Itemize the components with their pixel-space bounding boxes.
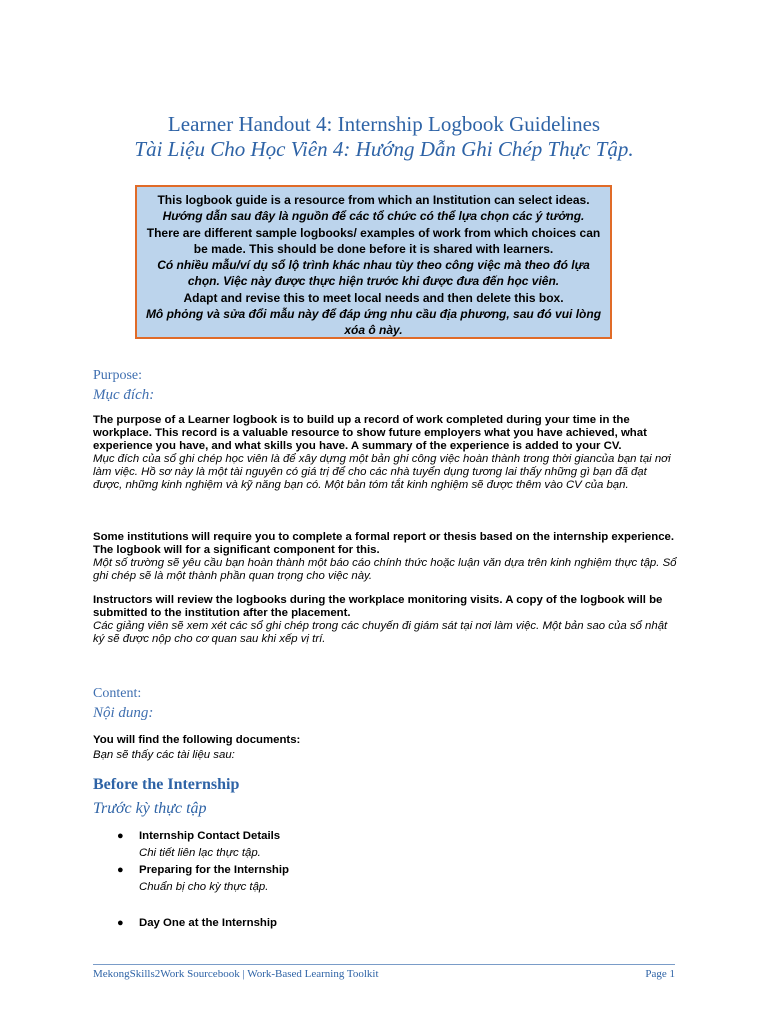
purpose-paragraph-1 bbox=[93, 414, 677, 491]
paragraph-text: Some institutions will require you to complete a formal report or thesis based on the internship experience. The logbook will for a significant component for this. bbox=[93, 531, 675, 556]
paragraph-text-vietnamese: Một số trường sẽ yêu cầu bạn hoàn thành một báo cáo chính thức hoặc luận văn dựa trên kinh nghiệm thực tập. Sổ ghi chép sẽ là một thành phần quan trọng cho việc này. bbox=[93, 556, 677, 582]
bullet-icon: ● bbox=[117, 830, 124, 842]
paragraph-text: The purpose of a Learner logbook is to build up a record of work completed during your time in the workplace. This record is a valuable resource to show future employers what you have achieved, what experience you have, and what skills you have. A summary of the experience is added to your CV. bbox=[93, 414, 647, 452]
instruction-notice-box bbox=[135, 185, 612, 339]
page-title-vietnamese: Tài Liệu Cho Học Viên 4: Hướng Dẫn Ghi Chép Thực Tập. bbox=[134, 137, 634, 161]
purpose-paragraph-2 bbox=[93, 531, 677, 583]
purpose-paragraph-3 bbox=[93, 594, 677, 646]
content-heading-vietnamese: Nội dung: bbox=[93, 705, 154, 721]
paragraph-text: You will find the following documents: bbox=[93, 734, 301, 746]
list-item-label-vietnamese: Chi tiết liên lạc thực tập. bbox=[139, 847, 261, 859]
notice-line: Adapt and revise this to meet local needs and then delete this box. bbox=[183, 290, 564, 305]
list-item-label-vietnamese: Chuẩn bị cho kỳ thực tập. bbox=[139, 881, 269, 893]
list-item-label: Day One at the Internship bbox=[139, 917, 277, 929]
bullet-icon: ● bbox=[117, 864, 124, 876]
paragraph-text-vietnamese: Mục đích của sổ ghi chép học viên là để xây dựng một bản ghi công việc hoàn thành trong thời giancủa bạn tại nơi làm việc. Hồ sơ này là một tài nguyên có giá trị để cho các nhà tuyển dụng tương lai thấy những gì bạn đã đạt được, những kinh nghiệm và kỹ năng bạn có. Một bản tóm tắt kinh nghiệm sẽ được thêm vào CV của bạn. bbox=[93, 452, 671, 491]
list-item-label: Internship Contact Details bbox=[139, 830, 281, 842]
paragraph-text-vietnamese: Các giảng viên sẽ xem xét các sổ ghi chép trong các chuyến đi giám sát tại nơi làm việc. Một bản sao của sổ nhật ký sẽ được nộp cho cơ quan sau khi xếp vị trí. bbox=[93, 619, 668, 645]
notice-line: Hướng dẫn sau đây là nguồn để các tổ chức có thể lựa chọn các ý tưởng. bbox=[162, 209, 585, 224]
content-intro bbox=[93, 733, 677, 763]
purpose-heading-vietnamese: Mục đích: bbox=[93, 387, 155, 403]
notice-line: There are different sample logbooks/ examples of work from which choices can be made. This should be done before it is shared with learners. bbox=[146, 225, 601, 256]
bullet-icon: ● bbox=[117, 917, 124, 929]
before-internship-heading-vietnamese: Trước kỳ thực tập bbox=[93, 800, 207, 817]
page-title: Learner Handout 4: Internship Logbook Guidelines bbox=[167, 112, 601, 136]
paragraph-text: Instructors will review the logbooks during the workplace monitoring visits. A copy of the logbook will be submitted to the institution after the placement. bbox=[93, 594, 663, 619]
before-internship-list bbox=[93, 828, 653, 932]
notice-line: Có nhiều mẫu/ví dụ sổ lộ trình khác nhau tùy theo công việc mà theo đó lựa chọn. Việc này được thực hiện trước khi được đưa đến học viên. bbox=[157, 258, 590, 289]
list-item bbox=[93, 862, 653, 896]
paragraph-text-vietnamese: Bạn sẽ thấy các tài liệu sau: bbox=[93, 749, 235, 761]
list-item-label: Preparing for the Internship bbox=[139, 864, 289, 876]
page-number: Page 1 bbox=[645, 968, 675, 980]
notice-line: This logbook guide is a resource from which an Institution can select ideas. bbox=[157, 193, 590, 207]
content-heading: Content: bbox=[93, 686, 142, 701]
list-item bbox=[93, 915, 653, 932]
notice-line: Mô phỏng và sửa đổi mẫu này để đáp ứng nhu cầu địa phương, sau đó vui lòng xóa ô này. bbox=[145, 307, 602, 338]
purpose-heading: Purpose: bbox=[93, 368, 142, 383]
before-internship-heading: Before the Internship bbox=[93, 776, 240, 793]
list-item bbox=[93, 828, 653, 862]
footer-divider bbox=[93, 964, 675, 965]
footer-source: MekongSkills2Work Sourcebook | Work-Based Learning Toolkit bbox=[93, 968, 379, 980]
